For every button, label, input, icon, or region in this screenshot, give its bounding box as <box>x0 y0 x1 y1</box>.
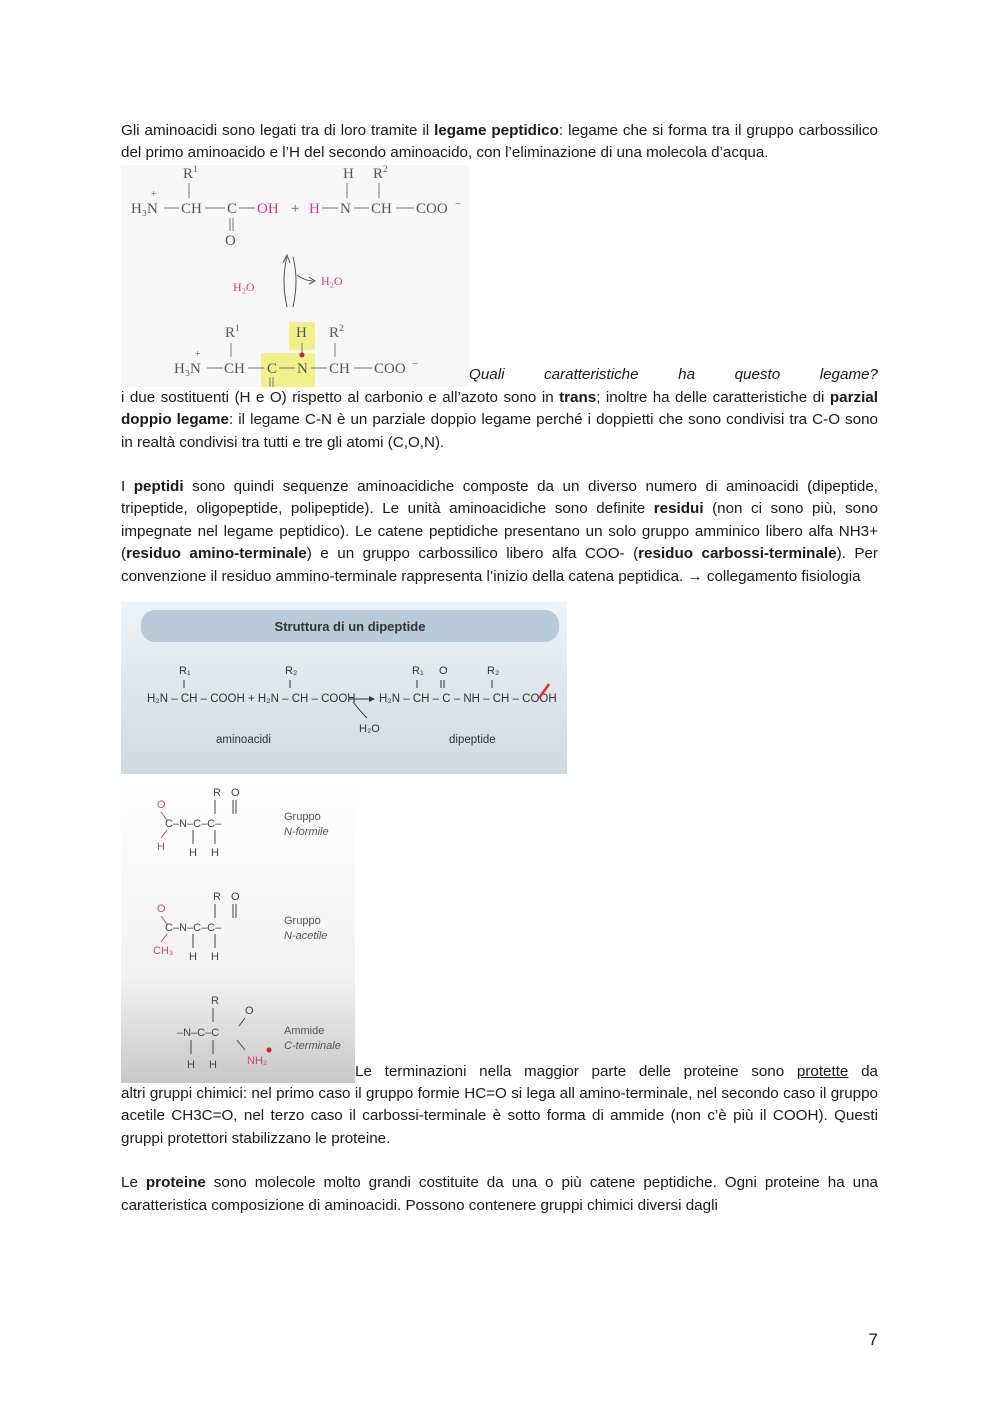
bold-term: proteine <box>145 1174 206 1192</box>
bold-term: residui <box>653 500 704 518</box>
paragraph-bond-characteristics <box>121 387 878 454</box>
svg-text:CH: CH <box>371 200 392 217</box>
svg-text:Ammide: Ammide <box>284 1025 325 1038</box>
text: Gli aminoacidi sono legati tra di loro tramite il <box>121 122 435 139</box>
protecting-groups-figure <box>121 780 355 1083</box>
svg-text:H: H <box>211 847 219 860</box>
bold-term: legame peptidico <box>434 122 559 139</box>
text: da <box>848 1062 878 1080</box>
text: : legame che si forma tra il gruppo carbossilico del primo aminoacido e l’H del secondo aminoacido, con l’eliminazione di una molecola d’acqua. <box>121 122 879 162</box>
svg-text:OH: OH <box>257 200 279 217</box>
figure-row-1 <box>121 165 878 387</box>
text: : il legame C-N è un parziale doppio legame perché i doppietti che sono condivisi tra C-O sono in realtà condivisi tra tutti e tre gli atomi (C,O,N). <box>121 411 878 451</box>
label-aminoacids: aminoacidi <box>216 734 271 747</box>
dipeptide-structure-figure <box>121 602 567 774</box>
svg-text:H₂O: H₂O <box>233 279 255 294</box>
svg-text:COO: COO <box>374 360 406 377</box>
svg-text:H: H <box>189 847 197 860</box>
svg-text:Gruppo: Gruppo <box>284 915 321 928</box>
svg-text:H: H <box>189 951 197 964</box>
svg-text:R2: $R^2$ <box>373 164 388 182</box>
svg-text:H: H <box>343 165 354 182</box>
svg-text:C: C <box>227 200 238 217</box>
svg-text:C–N–C–C–: C–N–C–C– <box>165 922 222 935</box>
document-page <box>121 120 878 1217</box>
svg-text:CH₃: CH₃ <box>153 945 174 958</box>
svg-text:H: H <box>211 951 219 964</box>
svg-text:Gruppo: Gruppo <box>284 811 321 824</box>
svg-text:−: − <box>455 197 462 210</box>
svg-text:N: N <box>297 360 308 377</box>
peptide-bond-reaction-figure <box>121 165 469 387</box>
bold-term: residuo amino-terminale <box>126 545 307 563</box>
svg-text:O: O <box>157 799 166 812</box>
bold-term: residuo carbossi-terminale <box>638 545 837 563</box>
svg-text:R1: $R^1$ <box>183 164 198 182</box>
svg-text:R: R <box>211 995 219 1008</box>
figure-title: Struttura di un dipeptide <box>274 619 426 635</box>
svg-text:C–N–C–C–: C–N–C–C– <box>165 818 222 831</box>
svg-text:R1: $R^1$ <box>225 322 240 341</box>
svg-text:R₂: R₂ <box>487 665 500 678</box>
text: ) e un gruppo carbossilico libero alfa COO- ( <box>306 545 639 563</box>
text: sono molecole molto grandi costituite da una o più catene peptidiche. Ogni proteine ha una caratteristica composizione di aminoacidi. Possono contenere gruppi chimici diversi dagli <box>121 1174 878 1214</box>
svg-text:H₂O: H₂O <box>359 723 380 736</box>
label-dipeptide: dipeptide <box>449 734 496 747</box>
italic-question: Quali caratteristiche ha questo legame? <box>469 366 878 384</box>
paragraph-protecting-groups: altri gruppi chimici: nel primo caso il gruppo formie HC=O si lega all amino-terminale, nel secondo caso il gruppo acetile CH3C=O, nel terzo caso il carbossi-terminale è sotto forma di ammide (non c’è più il COOH). Questi gruppi protettori stabilizzano le proteine. <box>121 1085 878 1147</box>
equation-product: H₂N – CH – C – NH – CH – COOH <box>379 693 557 706</box>
text: i due sostituenti (H e O) rispetto al carbonio e all’azoto sono in <box>121 388 560 406</box>
svg-text:N-formile: N-formile <box>284 826 329 839</box>
svg-text:N: N <box>340 200 351 217</box>
bold-term: peptidi <box>133 478 184 496</box>
svg-text:NH₂: NH₂ <box>247 1055 268 1068</box>
page-number: 7 <box>868 1330 878 1349</box>
svg-text:CH: CH <box>181 200 202 217</box>
paragraph-proteins <box>121 1172 878 1217</box>
svg-text:H: H <box>157 841 165 854</box>
svg-text:O: O <box>157 903 166 916</box>
svg-text:H: H <box>296 324 307 341</box>
svg-text:+: + <box>291 200 300 217</box>
svg-text:C-terminale: C-terminale <box>284 1040 341 1053</box>
bold-term: trans <box>559 388 597 406</box>
text: (non ci sono più, sono impegnate nel legame peptidico). Le catene peptidiche presentano un solo gruppo amminico libero alfa NH3+ ( <box>121 500 878 563</box>
underlined-term: protette <box>796 1062 849 1080</box>
svg-text:N-acetile: N-acetile <box>284 930 328 943</box>
caption-terminations <box>355 1061 878 1083</box>
svg-text:H₃N: H₃N <box>131 200 158 217</box>
svg-text:R₁: R₁ <box>412 665 424 678</box>
svg-text:R: R <box>213 891 221 904</box>
text: Le <box>121 1174 146 1192</box>
svg-text:O: O <box>225 232 236 249</box>
equation-reactants: H₂N – CH – COOH + H₂N – CH – COOH <box>147 693 356 706</box>
svg-text:R₁: R₁ <box>179 665 191 678</box>
svg-text:H: H <box>209 1059 217 1072</box>
bold-term: parzial doppio legame <box>121 388 878 429</box>
svg-text:CH: CH <box>329 360 350 377</box>
svg-text:+: + <box>151 188 157 200</box>
text: I <box>121 478 134 496</box>
svg-text:O: O <box>245 1005 254 1018</box>
text: Le terminazioni nella maggior parte delle proteine sono <box>355 1062 797 1080</box>
paragraph-peptides <box>121 476 878 588</box>
text: sono quindi sequenze aminoacidiche composte da un diverso numero di aminoacidi (dipeptide, tripeptide, oligopeptide, polipeptide). Le unità aminoacidiche sono definite <box>121 478 878 518</box>
caption-question <box>469 364 878 386</box>
svg-text:H: H <box>187 1059 195 1072</box>
svg-text:H₃N: H₃N <box>174 360 201 377</box>
svg-text:R2: $R^2$ <box>329 322 344 341</box>
svg-text:+: + <box>195 348 201 360</box>
svg-text:H₂O: H₂O <box>321 273 343 288</box>
svg-text:–N–C–C: –N–C–C <box>177 1027 220 1040</box>
paragraph-peptide-bond <box>121 120 878 165</box>
svg-text:O: O <box>231 891 240 904</box>
text: ; inoltre ha delle caratteristiche di <box>596 388 830 406</box>
svg-text:COO: COO <box>416 200 448 217</box>
svg-text:O: O <box>439 665 448 678</box>
svg-text:R: R <box>213 787 221 800</box>
svg-text:H: H <box>309 200 320 217</box>
svg-text:C: C <box>267 360 278 377</box>
svg-text:R₂: R₂ <box>285 665 298 678</box>
svg-text:−: − <box>412 357 419 370</box>
svg-text:O: O <box>231 787 240 800</box>
svg-text:CH: CH <box>224 360 245 377</box>
figure-row-3 <box>121 780 878 1083</box>
text: ). Per convenzione il residuo ammino-terminale rappresenta l’inizio della catena peptidica. → collegamento fisiologia <box>121 545 878 585</box>
